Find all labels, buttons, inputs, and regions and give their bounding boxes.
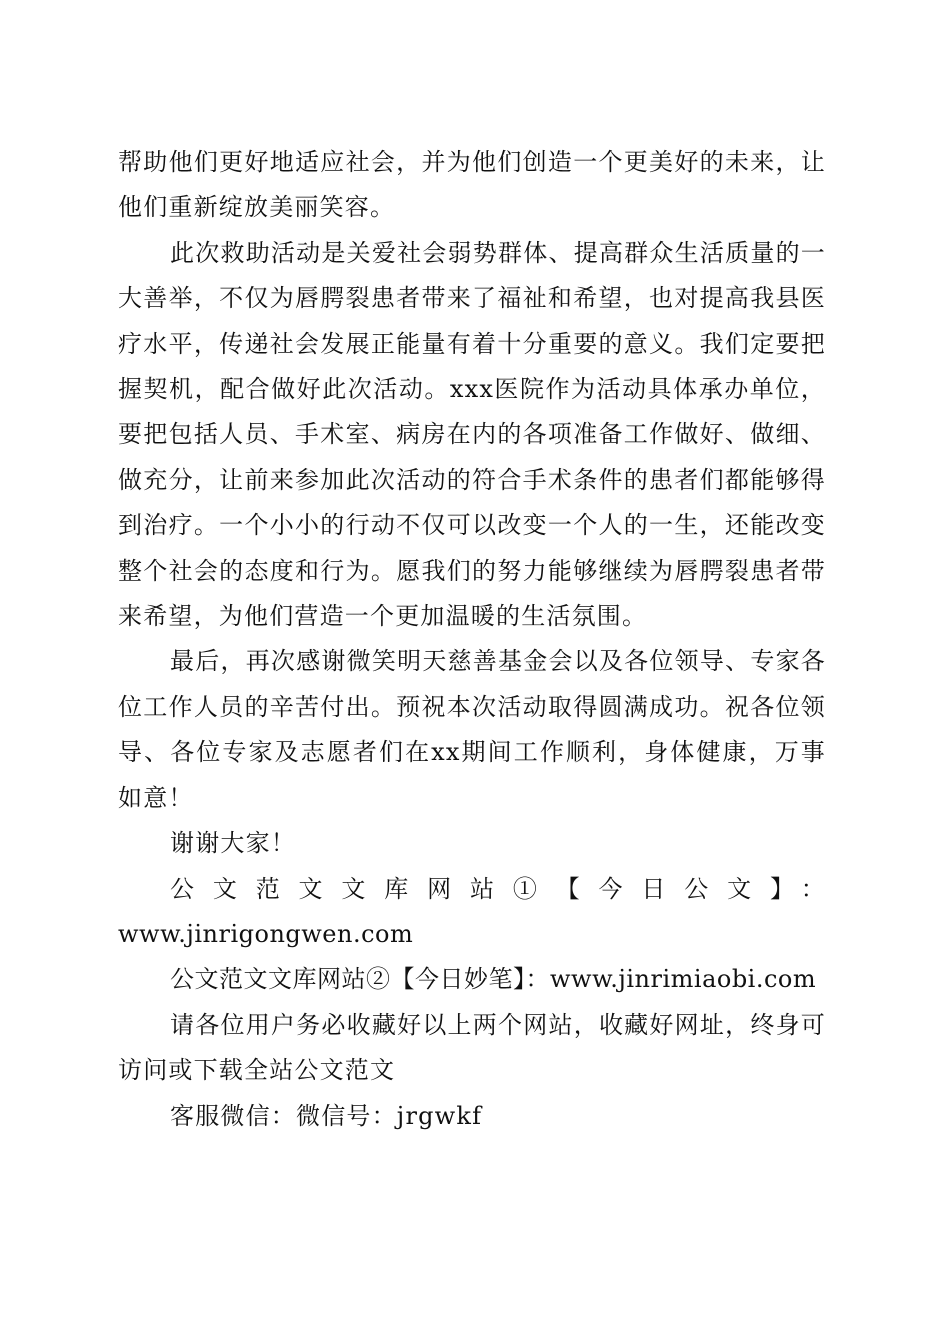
customer-service-contact: 客服微信：微信号：jrgwkf: [170, 1101, 483, 1130]
paragraph-thanks: 最后，再次感谢微笑明天慈善基金会以及各位领导、专家各位工作人员的辛苦付出。预祝本次活动取得圆满成功。祝各位领导、各位专家及志愿者们在xx期间工作顺利，身体健康，万事如意！: [118, 647, 826, 812]
paragraph-closing: 谢谢大家！: [170, 829, 296, 858]
bookmark-notice: 请各位用户务必收藏好以上两个网站，收藏好网址，终身可访问或下载全站公文范文: [118, 1010, 826, 1085]
paragraph-continuation: 帮助他们更好地适应社会，并为他们创造一个更美好的未来，让他们重新绽放美丽笑容。: [118, 148, 826, 222]
paragraph-activity-significance: 此次救助活动是关爱社会弱势群体、提高群众生活质量的一大善举，不仅为唇腭裂患者带来了福祉和希望，也对提高我县医疗水平，传递社会发展正能量有着十分重要的意义。我们定要把握契机，配合做好此次活动。xxx医院作为活动具体承办单位，要把包括人员、手术室、病房在内的各项准备工作做好、做细、做充分，让前来参加此次活动的符合手术条件的患者们都能够得到治疗。一个小小的行动不仅可以改变一个人的一生，还能改变整个社会的态度和行为。愿我们的努力能够继续为唇腭裂患者带来希望，为他们营造一个更加温暖的生活氛围。: [118, 238, 826, 631]
site2-line[interactable]: 公文范文文库网站②【今日妙笔】：www.jinrimiaobi.com: [170, 965, 817, 994]
site1-url[interactable]: www.jinrigongwen.com: [118, 919, 414, 948]
site1-label: 公文范文文库网站①【今日公文】：: [170, 874, 826, 903]
document-body: [118, 140, 826, 1139]
